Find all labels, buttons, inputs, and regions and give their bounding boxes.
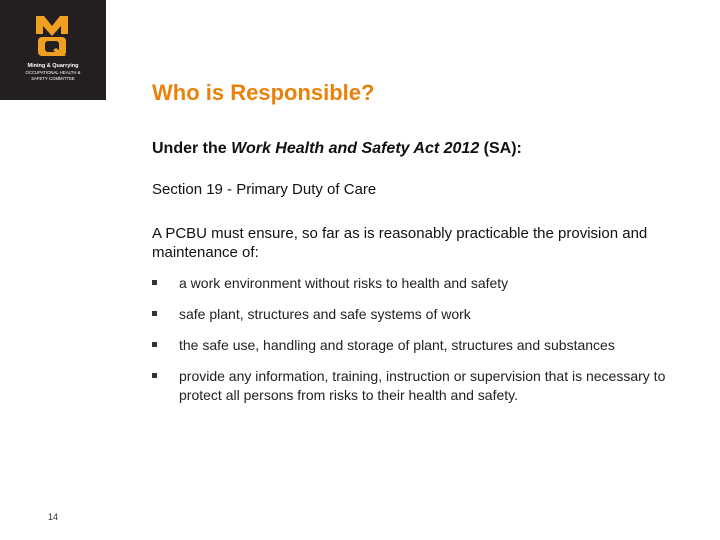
square-bullet-icon	[152, 342, 157, 347]
duty-list	[152, 274, 712, 417]
intro-prefix: Under the	[152, 140, 232, 157]
intro-suffix: (SA):	[479, 140, 522, 157]
intro-line	[152, 140, 522, 158]
square-bullet-icon	[152, 311, 157, 316]
list-item-text: provide any information, training, instruction or supervision that is necessary to protect all persons from risks to their health and safety.	[179, 368, 666, 403]
logo-line-3: SAFETY COMMITTEE	[31, 76, 75, 81]
committee-logo	[0, 0, 106, 100]
list-item	[152, 305, 712, 324]
square-bullet-icon	[152, 280, 157, 285]
act-name: Work Health and Safety Act 2012	[231, 140, 480, 157]
slide-title: Who is Responsible?	[152, 80, 375, 105]
list-item	[152, 274, 712, 293]
duty-statement: A PCBU must ensure, so far as is reasonably practicable the provision and maintenance of:	[152, 225, 648, 261]
list-item-text: the safe use, handling and storage of plant, structures and substances	[179, 337, 615, 353]
list-item-text: a work environment without risks to health and safety	[179, 275, 509, 291]
logo-caption	[4, 62, 102, 82]
list-item-text: safe plant, structures and safe systems of work	[179, 306, 471, 322]
list-item	[152, 336, 712, 355]
section-heading: Section 19 - Primary Duty of Care	[152, 181, 377, 198]
page-number: 14	[48, 512, 59, 522]
logo-line-2: OCCUPATIONAL HEALTH &	[25, 70, 81, 75]
square-bullet-icon	[152, 373, 157, 378]
sidebar	[0, 0, 106, 540]
logo-line-1: Mining & Quarrying	[27, 63, 79, 69]
mq-logo-icon	[34, 14, 70, 58]
list-item	[152, 367, 712, 405]
